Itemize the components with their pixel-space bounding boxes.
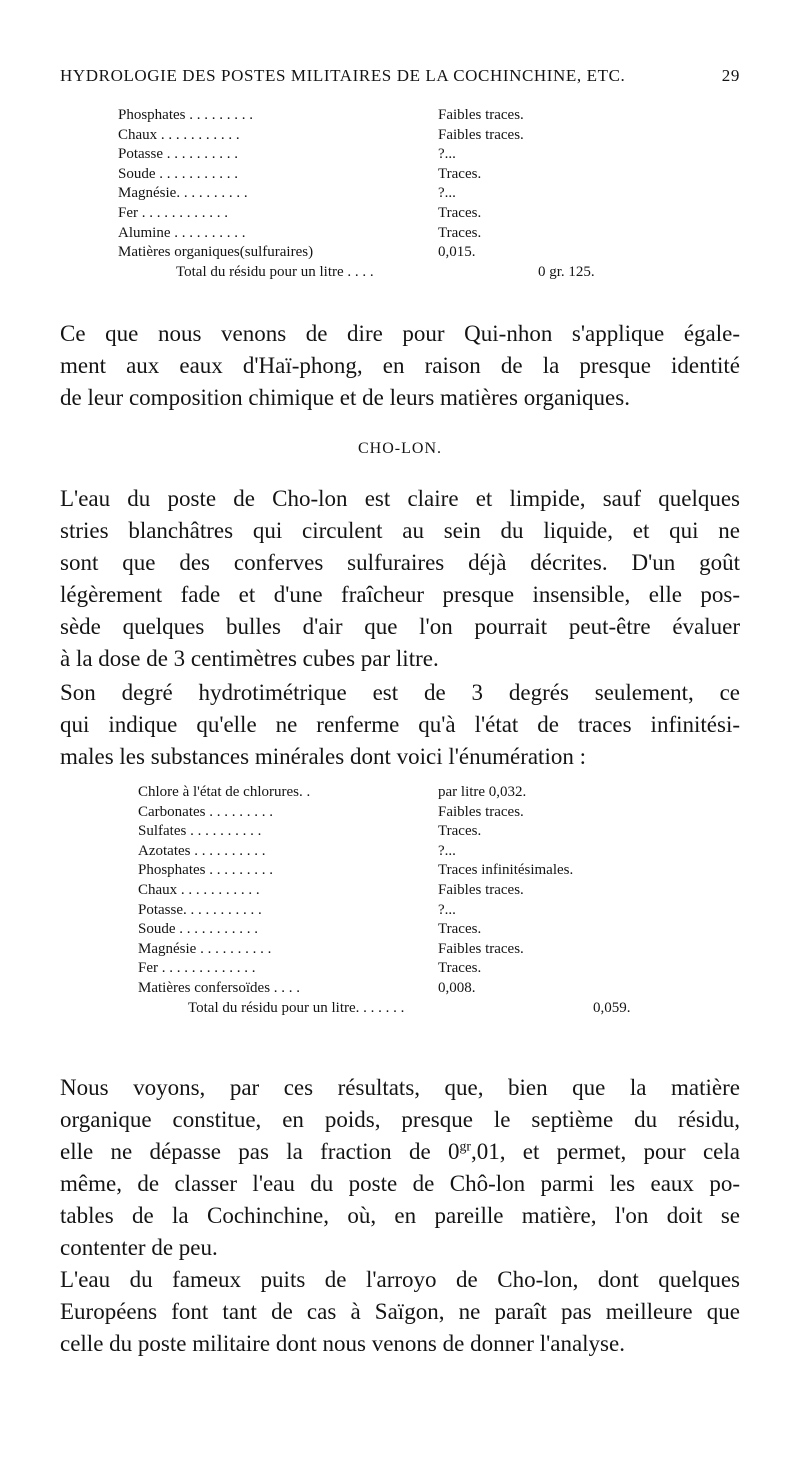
table-cell-name: Magnésie . . . . . . . . . . <box>138 940 272 957</box>
paragraph-cholon-description <box>60 483 740 675</box>
table-row <box>138 861 658 881</box>
table-cell-name: Carbonates . . . . . . . . . <box>138 803 273 820</box>
table-row <box>118 224 638 244</box>
text-line: celle du poste militaire dont nous venons de donner l'analyse. <box>60 1331 625 1356</box>
table-cell-value: par litre 0,032. <box>438 784 527 800</box>
text-line: sède quelques bulles d'air que l'on pourrait peut-être évaluer <box>60 614 740 639</box>
running-head-title: HYDROLOGIE DES POSTES MILITAIRES DE LA COCHINCHINE, ETC. <box>60 66 626 85</box>
paragraph-haiphong <box>60 318 740 414</box>
text-fragment: elle ne dépasse pas la fraction de 0 <box>60 1139 460 1164</box>
table-cell-value: Traces. <box>438 165 482 182</box>
table-cell-name: Sulfates . . . . . . . . . . <box>138 823 262 840</box>
table-cell-value: Faibles traces. <box>438 803 524 820</box>
table-cell-name: Chaux . . . . . . . . . . . <box>118 126 240 143</box>
table-cell-value: ?... <box>438 185 456 202</box>
table-cell-name: Soude . . . . . . . . . . . <box>138 921 258 938</box>
text-line: L'eau du fameux puits de l'arroyo de Cho-lon, dont quelques <box>60 1267 740 1292</box>
table-row <box>138 803 658 823</box>
table-total-row <box>138 999 658 1019</box>
text-line: même, de classer l'eau du poste de Chô-lon parmi les eaux po- <box>60 1171 740 1196</box>
table-cell-name: Azotates . . . . . . . . . . <box>138 842 266 859</box>
text-line: à la dose de 3 centimètres cubes par litre. <box>60 646 439 671</box>
text-line-with-superscript <box>60 1136 740 1168</box>
text-line: légèrement fade et d'une fraîcheur presque insensible, elle pos- <box>60 582 740 607</box>
table-row <box>118 165 638 185</box>
table-total-label: Total du résidu pour un litre. . . . . . . <box>188 999 405 1016</box>
table-cell-name: Magnésie. . . . . . . . . . <box>118 185 248 202</box>
table-cell-value: Traces. <box>438 823 482 840</box>
table-cell-value: Traces. <box>438 204 482 221</box>
text-line: Européens font tant de cas à Saïgon, ne paraît pas meilleure que <box>60 1299 740 1324</box>
text-line: Son degré hydrotimétrique est de 3 degrés seulement, ce <box>60 680 740 705</box>
table-cell-value: Faibles traces. <box>438 940 524 957</box>
paragraph-hydrotimetric <box>60 677 740 773</box>
table-cell-name: Soude . . . . . . . . . . . <box>118 165 238 182</box>
table-row <box>138 783 658 803</box>
section-heading: CHO-LON. <box>358 440 442 457</box>
table-cell-name: Matières organiques(sulfuraires) <box>118 244 314 261</box>
table-cell-name: Potasse . . . . . . . . . . <box>118 146 238 163</box>
text-line: contenter de peu. <box>60 1235 218 1260</box>
table-total-row <box>118 263 638 283</box>
text-fragment: ,01, et permet, pour cela <box>470 1139 740 1164</box>
table-cell-name: Chlore à l'état de chlorures. . <box>138 784 311 800</box>
text-line: males les substances minérales dont voici l'énumération : <box>60 744 586 769</box>
table-cell-value: ?... <box>438 901 456 918</box>
table-cell-value: ?... <box>438 146 456 163</box>
text-line: qui indique qu'elle ne renferme qu'à l'état de traces infinitési- <box>60 712 740 737</box>
table-cell-name: Potasse. . . . . . . . . . . <box>138 901 262 918</box>
table-cell-value: ?... <box>438 842 456 859</box>
table-row <box>138 920 658 940</box>
text-line: de leur composition chimique et de leurs matières organiques. <box>60 385 630 410</box>
text-line: ment aux eaux d'Haï-phong, en raison de la presque identité <box>60 353 740 378</box>
table-cell-value: Traces. <box>438 224 482 241</box>
text-line: tables de la Cochinchine, où, en pareille matière, l'on doit se <box>60 1203 740 1228</box>
page-number: 29 <box>721 66 740 85</box>
text-line: Ce que nous venons de dire pour Qui-nhon s'applique égale- <box>60 321 740 346</box>
mineral-table-qui-nhon <box>118 106 638 282</box>
table-total-label: Total du résidu pour un litre . . . . <box>176 263 374 280</box>
table-row <box>118 145 638 165</box>
table-row <box>138 842 658 862</box>
table-cell-name: Fer . . . . . . . . . . . . <box>118 204 228 221</box>
table-cell-value: 0,015. <box>438 244 476 261</box>
superscript-unit: gr <box>459 1138 471 1154</box>
table-row <box>138 979 658 999</box>
table-cell-value: Faibles traces. <box>438 126 524 143</box>
table-cell-name: Alumine . . . . . . . . . . <box>118 224 246 241</box>
table-cell-name: Phosphates . . . . . . . . . <box>118 107 253 123</box>
table-row <box>138 901 658 921</box>
table-cell-name: Phosphates . . . . . . . . . <box>138 862 273 879</box>
table-cell-value: 0,008. <box>438 979 476 996</box>
table-cell-name: Fer . . . . . . . . . . . . . <box>138 960 256 977</box>
text-line: Nous voyons, par ces résultats, que, bien que la matière <box>60 1075 740 1100</box>
table-cell-value: Traces infinitésimales. <box>438 862 574 879</box>
table-row <box>138 881 658 901</box>
table-cell-name: Chaux . . . . . . . . . . . <box>138 881 260 898</box>
table-row <box>118 243 638 263</box>
table-cell-value: Faibles traces. <box>438 107 524 123</box>
table-row <box>138 822 658 842</box>
text-line: stries blanchâtres qui circulent au sein du liquide, et qui ne <box>60 518 740 543</box>
table-cell-value: Traces. <box>438 960 482 977</box>
running-head <box>60 66 740 86</box>
table-total-value: 0,059. <box>593 999 631 1016</box>
table-row <box>118 204 638 224</box>
mineral-table-cholon <box>138 783 658 1018</box>
text-line: sont que des conferves sulfuraires déjà décrites. D'un goût <box>60 550 740 575</box>
table-row <box>118 126 638 146</box>
table-row <box>118 106 638 126</box>
table-row <box>118 184 638 204</box>
table-cell-value: Faibles traces. <box>438 881 524 898</box>
paragraph-conclusion <box>60 1072 740 1264</box>
table-cell-name: Matières confersoïdes . . . . <box>138 979 301 996</box>
paragraph-arroyo-well <box>60 1264 740 1360</box>
table-total-value: 0 gr. 125. <box>538 263 595 280</box>
table-row <box>138 959 658 979</box>
table-cell-value: Traces. <box>438 921 482 938</box>
text-line: organique constitue, en poids, presque le septième du résidu, <box>60 1107 740 1132</box>
table-row <box>138 940 658 960</box>
text-line: L'eau du poste de Cho-lon est claire et limpide, sauf quelques <box>60 486 740 511</box>
